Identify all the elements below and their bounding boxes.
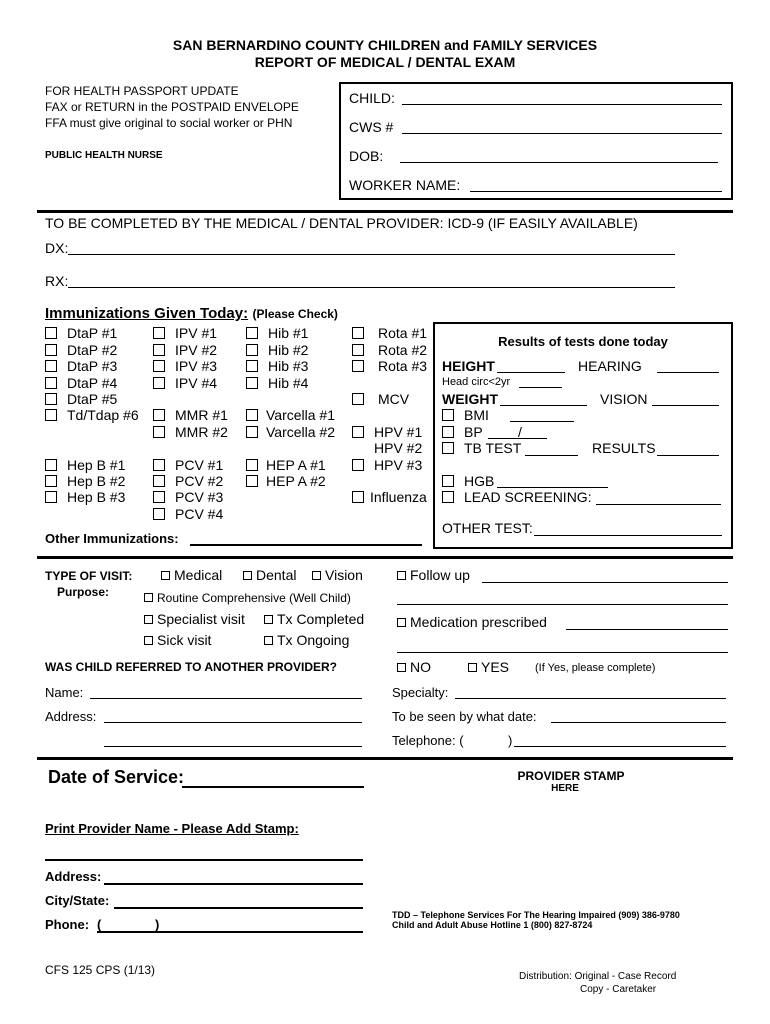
dx-label: DX: [45, 240, 69, 256]
rx-label: RX: [45, 273, 69, 289]
cws-label: CWS # [349, 119, 394, 135]
checkbox[interactable] [144, 615, 153, 624]
test-bmi[interactable] [442, 407, 489, 423]
imm-ipv2[interactable] [153, 342, 217, 358]
imm-influenza[interactable] [352, 489, 427, 505]
ref-address-field[interactable] [104, 722, 362, 723]
test-label: TB TEST [464, 440, 522, 456]
ref-name-field[interactable] [90, 698, 362, 699]
imm-var2[interactable] [246, 424, 335, 440]
telephone-label: Telephone: ( [392, 733, 464, 748]
checkbox[interactable] [246, 409, 258, 421]
checkbox[interactable] [442, 442, 454, 454]
purpose-label: Purpose: [57, 585, 110, 599]
imm-rota3[interactable] [352, 358, 427, 374]
imm-dtap2[interactable] [45, 342, 117, 358]
phn-label: PUBLIC HEALTH NURSE [45, 150, 163, 161]
checkbox[interactable] [45, 344, 57, 356]
imm-dtap5[interactable] [45, 391, 117, 407]
visit-label: Vision [325, 567, 363, 583]
imm-label: HPV #3 [374, 457, 423, 473]
distribution-line: Distribution: Original - Case Record [519, 971, 677, 982]
imm-label: IPV #3 [175, 358, 218, 374]
imm-ipv1[interactable] [153, 325, 217, 341]
followup-check[interactable] [397, 567, 470, 583]
imm-pcv3[interactable] [153, 489, 223, 505]
checkbox[interactable] [45, 327, 57, 339]
imm-mcv[interactable] [352, 391, 409, 407]
checkbox[interactable] [246, 426, 258, 438]
test-label: HGB [464, 473, 495, 489]
checkbox[interactable] [352, 393, 364, 405]
imm-label: Varcella #2 [266, 424, 336, 440]
checkbox[interactable] [45, 459, 57, 471]
specialty-label: Specialty: [392, 685, 449, 700]
lead-field[interactable] [596, 504, 721, 505]
imm-label: Hib #1 [268, 325, 309, 341]
immunizations-title: Immunizations Given Today: [45, 305, 249, 322]
imm-label: MCV [378, 391, 410, 407]
provider-city-field[interactable] [114, 907, 363, 909]
imm-hepb3[interactable] [45, 489, 125, 505]
checkbox[interactable] [246, 459, 258, 471]
imm-ipv3[interactable] [153, 358, 217, 374]
purpose-text: Routine Comprehensive (Well Child) [157, 591, 351, 605]
instruction-line: FOR HEALTH PASSPORT UPDATE [45, 84, 239, 98]
tb-field[interactable] [525, 455, 578, 456]
imm-hib4[interactable] [246, 375, 308, 391]
imm-label: Varcella #1 [266, 407, 336, 423]
referral-option: NO [410, 659, 431, 675]
checkbox[interactable] [352, 360, 364, 372]
provider-city-label: City/State: [45, 893, 110, 908]
child-label: CHILD: [349, 90, 395, 106]
purpose-text: Tx Ongoing [277, 632, 350, 648]
imm-label: PCV #1 [175, 457, 224, 473]
imm-label: Influenza [370, 489, 427, 505]
purpose-sick[interactable] [144, 632, 211, 648]
visit-medical[interactable] [161, 567, 222, 583]
checkbox[interactable] [243, 571, 252, 580]
test-tb[interactable] [442, 440, 521, 456]
ref-name-label: Name: [45, 685, 84, 700]
other-test-label: OTHER TEST: [442, 520, 533, 536]
ref-address-label: Address: [45, 709, 97, 724]
hotline-line: Child and Adult Abuse Hotline 1 (800) 827-8724 [392, 920, 593, 930]
imm-label: Hib #3 [268, 358, 309, 374]
checkbox[interactable] [153, 344, 165, 356]
imm-label: DtaP #1 [67, 325, 118, 341]
imm-label: DtaP #3 [67, 358, 118, 374]
medication-label: Medication prescribed [410, 614, 547, 630]
date-of-service-field[interactable] [182, 786, 364, 788]
height-field[interactable] [497, 372, 565, 373]
telephone-field[interactable] [514, 746, 726, 747]
seen-by-field[interactable] [551, 722, 726, 723]
imm-hepa2[interactable] [246, 473, 326, 489]
imm-label: MMR #1 [175, 407, 228, 423]
imm-label: IPV #1 [175, 325, 218, 341]
instruction-line: FAX or RETURN in the POSTPAID ENVELOPE [45, 100, 299, 114]
checkbox[interactable] [45, 377, 57, 389]
checkbox[interactable] [442, 475, 454, 487]
worker-field[interactable] [470, 191, 722, 192]
dob-label: DOB: [349, 148, 384, 164]
cws-field[interactable] [402, 133, 722, 134]
checkbox[interactable] [352, 344, 364, 356]
vision-field[interactable] [652, 405, 719, 406]
seen-by-label: To be seen by what date: [392, 709, 537, 724]
imm-label: HEP A #1 [266, 457, 326, 473]
imm-mmr2[interactable] [153, 424, 228, 440]
imm-mmr1[interactable] [153, 407, 228, 423]
test-label: BMI [464, 407, 489, 423]
checkbox[interactable] [246, 327, 258, 339]
imm-label: HPV #2 [374, 440, 423, 456]
checkbox[interactable] [246, 475, 258, 487]
other-immunizations-label: Other Immunizations: [45, 531, 179, 546]
hgb-field[interactable] [497, 487, 608, 488]
purpose-specialist[interactable] [144, 611, 245, 627]
imm-hepb1[interactable] [45, 457, 125, 473]
imm-label: IPV #2 [175, 342, 218, 358]
referral-question: WAS CHILD REFERRED TO ANOTHER PROVIDER? [45, 660, 338, 674]
followup-field-2[interactable] [397, 604, 728, 605]
section-divider [37, 210, 733, 213]
imm-label: MMR #2 [175, 424, 228, 440]
test-bp[interactable] [442, 424, 483, 440]
imm-ipv4[interactable] [153, 375, 217, 391]
checkbox[interactable] [442, 426, 454, 438]
provider-stamp-here: HERE [551, 783, 579, 794]
imm-hepa1[interactable] [246, 457, 326, 473]
purpose-text: Tx Completed [277, 611, 365, 627]
results-label: RESULTS [592, 440, 656, 456]
child-field[interactable] [402, 104, 722, 105]
checkbox[interactable] [45, 360, 57, 372]
followup-field[interactable] [482, 582, 728, 583]
please-check-note: (Please Check) [252, 307, 338, 321]
checkbox[interactable] [246, 344, 258, 356]
imm-pcv2[interactable] [153, 473, 223, 489]
checkbox[interactable] [144, 636, 153, 645]
bmi-field[interactable] [510, 421, 574, 422]
dx-field[interactable] [68, 254, 675, 255]
height-label: HEIGHT [442, 358, 495, 374]
imm-label: DtaP #4 [67, 375, 118, 391]
hearing-field[interactable] [657, 372, 719, 373]
distribution-copy: Copy - Caretaker [580, 984, 657, 995]
imm-label: Hep B #3 [67, 489, 126, 505]
purpose-text: Specialist visit [157, 611, 245, 627]
checkbox[interactable] [397, 663, 406, 672]
checkbox[interactable] [352, 327, 364, 339]
worker-label: WORKER NAME: [349, 177, 461, 193]
imm-label: Hib #4 [268, 375, 309, 391]
telephone-close: ) [508, 733, 513, 748]
imm-rota1[interactable] [352, 325, 427, 341]
checkbox[interactable] [153, 459, 165, 471]
imm-hpv3[interactable] [352, 457, 422, 473]
instruction-line: FFA must give original to social worker or PHN [45, 116, 293, 130]
checkbox[interactable] [246, 377, 258, 389]
date-of-service-label: Date of Service: [48, 767, 185, 787]
provider-heading: TO BE COMPLETED BY THE MEDICAL / DENTAL PROVIDER: ICD-9 (IF EASILY AVAILABLE) [45, 215, 638, 231]
imm-label: Hep B #1 [67, 457, 126, 473]
checkbox[interactable] [45, 393, 57, 405]
rx-field[interactable] [68, 287, 675, 288]
hearing-label: HEARING [578, 358, 642, 374]
checkbox[interactable] [264, 636, 273, 645]
referral-yes[interactable] [468, 659, 509, 675]
imm-rota2[interactable] [352, 342, 427, 358]
medication-field-2[interactable] [397, 652, 728, 653]
dob-field[interactable] [400, 162, 718, 163]
imm-label: HPV #1 [374, 424, 423, 440]
referral-option: YES [481, 659, 510, 675]
form-subtitle: REPORT OF MEDICAL / DENTAL EXAM [254, 54, 516, 70]
test-label: BP [464, 424, 483, 440]
provider-address-field[interactable] [104, 883, 363, 885]
form-title: SAN BERNARDINO COUNTY CHILDREN and FAMILY SERVICES [172, 37, 598, 53]
test-lead[interactable] [442, 489, 592, 505]
checkbox[interactable] [397, 618, 406, 627]
headcirc-label: Head circ<2yr [442, 376, 511, 388]
imm-hpv2 [352, 440, 422, 456]
bp-separator: / [518, 424, 522, 440]
form-id: CFS 125 CPS (1/13) [45, 963, 156, 977]
results-title: Results of tests done today [498, 334, 668, 349]
referral-note: (If Yes, please complete) [535, 662, 656, 674]
imm-hib3[interactable] [246, 358, 308, 374]
medication-check[interactable] [397, 614, 547, 630]
imm-pcv4[interactable] [153, 506, 223, 522]
checkbox[interactable] [246, 360, 258, 372]
provider-phone-field[interactable] [97, 931, 363, 933]
visit-type-label: TYPE OF VISIT: [45, 569, 133, 583]
checkbox[interactable] [468, 663, 477, 672]
provider-stamp-label: PROVIDER STAMP [517, 769, 625, 783]
other-test-field[interactable] [534, 535, 722, 536]
checkbox[interactable] [144, 593, 153, 602]
checkbox[interactable] [352, 426, 364, 438]
provider-phone-open: ( [97, 917, 102, 932]
checkbox[interactable] [161, 571, 170, 580]
checkbox[interactable] [153, 327, 165, 339]
results-field[interactable] [657, 455, 719, 456]
purpose-tx-completed[interactable] [264, 611, 364, 627]
weight-label: WEIGHT [442, 391, 498, 407]
imm-label: Hib #2 [268, 342, 309, 358]
ref-address-field-2[interactable] [104, 746, 362, 747]
imm-dtap3[interactable] [45, 358, 117, 374]
imm-pcv1[interactable] [153, 457, 223, 473]
checkbox[interactable] [153, 409, 165, 421]
imm-label: PCV #2 [175, 473, 224, 489]
imm-hib2[interactable] [246, 342, 308, 358]
checkbox[interactable] [352, 459, 364, 471]
immunizations-heading [45, 305, 338, 323]
purpose-tx-ongoing[interactable] [264, 632, 349, 648]
headcirc-field[interactable] [519, 387, 562, 388]
imm-label: HEP A #2 [266, 473, 326, 489]
checkbox[interactable] [442, 409, 454, 421]
checkbox[interactable] [352, 491, 364, 503]
visit-label: Dental [256, 567, 297, 583]
checkbox[interactable] [45, 491, 57, 503]
checkbox[interactable] [442, 491, 454, 503]
imm-label: Td/Tdap #6 [67, 407, 139, 423]
specialty-field[interactable] [455, 698, 726, 699]
imm-hepb2[interactable] [45, 473, 125, 489]
imm-label: PCV #3 [175, 489, 224, 505]
medication-field[interactable] [566, 629, 728, 630]
print-provider-label: Print Provider Name - Please Add Stamp: [45, 821, 299, 836]
imm-label: Rota #3 [378, 358, 428, 374]
other-immunizations-field[interactable] [190, 544, 422, 546]
checkbox[interactable] [153, 491, 165, 503]
vision-label: VISION [600, 391, 648, 407]
imm-dtap1[interactable] [45, 325, 117, 341]
checkbox[interactable] [153, 426, 165, 438]
purpose-text: Sick visit [157, 632, 212, 648]
checkbox[interactable] [153, 508, 165, 520]
provider-phone-label: Phone: [45, 917, 90, 932]
imm-tdap6[interactable] [45, 407, 139, 423]
provider-name-field[interactable] [45, 859, 363, 861]
referral-no[interactable] [397, 659, 431, 675]
imm-dtap4[interactable] [45, 375, 117, 391]
imm-hib1[interactable] [246, 325, 308, 341]
checkbox[interactable] [312, 571, 321, 580]
imm-label: Rota #2 [378, 342, 428, 358]
checkbox[interactable] [153, 360, 165, 372]
test-hgb[interactable] [442, 473, 494, 489]
tdd-line: TDD – Telephone Services For The Hearing Impaired (909) 386-9780 [392, 910, 680, 920]
imm-label: DtaP #5 [67, 391, 118, 407]
purpose-routine[interactable] [144, 591, 351, 605]
imm-label: DtaP #2 [67, 342, 118, 358]
imm-label: Hep B #2 [67, 473, 126, 489]
checkbox[interactable] [264, 615, 273, 624]
section-divider [37, 556, 733, 559]
checkbox[interactable] [397, 571, 406, 580]
visit-dental[interactable] [243, 567, 296, 583]
checkbox[interactable] [153, 377, 165, 389]
weight-field[interactable] [500, 405, 587, 406]
provider-phone-close: ) [155, 917, 160, 932]
visit-vision[interactable] [312, 567, 363, 583]
checkbox[interactable] [45, 409, 57, 421]
imm-var1[interactable] [246, 407, 335, 423]
checkbox[interactable] [153, 475, 165, 487]
visit-label: Medical [174, 567, 223, 583]
imm-label: IPV #4 [175, 375, 218, 391]
section-divider [37, 757, 733, 760]
imm-label: PCV #4 [175, 506, 224, 522]
checkbox[interactable] [45, 475, 57, 487]
test-label: LEAD SCREENING: [464, 489, 592, 505]
imm-label: Rota #1 [378, 325, 428, 341]
followup-label: Follow up [410, 567, 470, 583]
imm-hpv1[interactable] [352, 424, 422, 440]
provider-address-label: Address: [45, 869, 102, 884]
